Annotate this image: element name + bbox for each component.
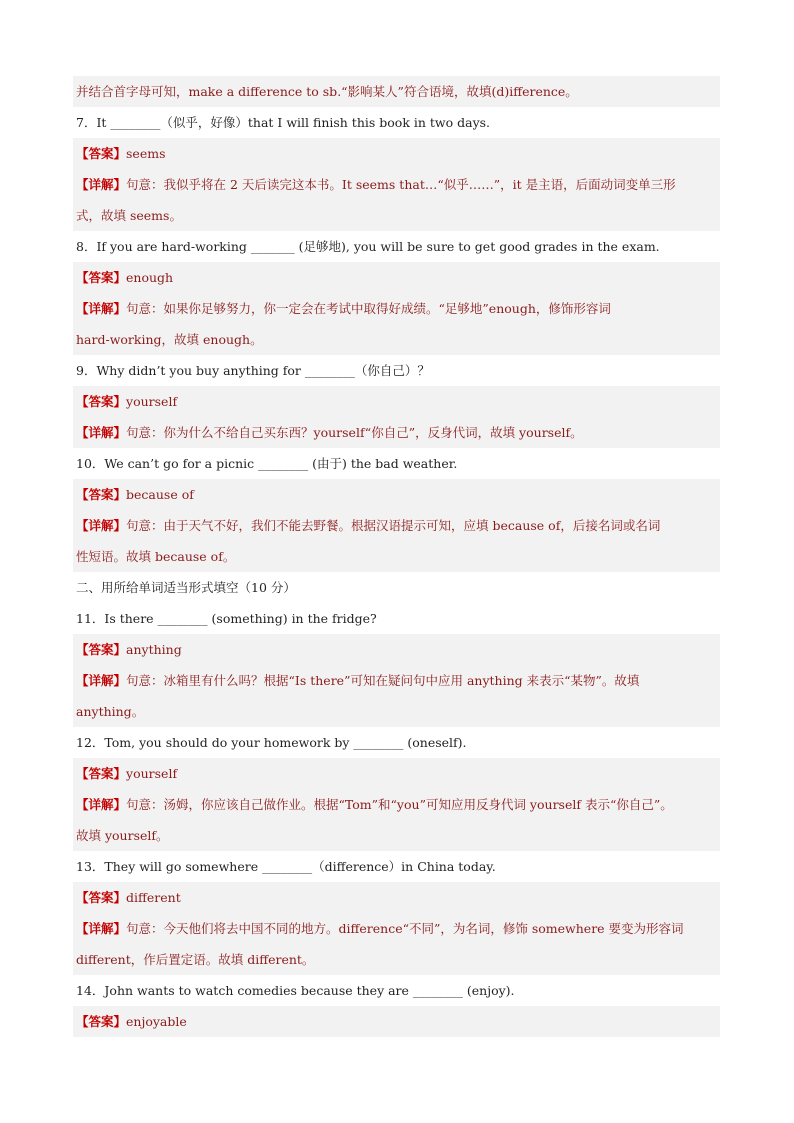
answer-label: 【答案】 xyxy=(76,766,127,781)
answer-line xyxy=(73,665,720,696)
answer-line xyxy=(73,758,720,789)
question-text: 8．If you are hard-working _______ (足够地), you will be sure to get good grades in the exam. xyxy=(76,239,660,254)
exercise-content xyxy=(73,76,720,1037)
explanation-label: 【详解】 xyxy=(76,673,127,688)
question-text: 10．We can’t go for a picnic ________ (由于) the bad weather. xyxy=(76,456,458,471)
answer-text: yourself xyxy=(126,766,178,781)
answer-text: seems xyxy=(126,146,166,161)
answer-text: 句意：你为什么不给自己买东西？yourself“你自己”，反身代词，故填 yourself。 xyxy=(126,425,583,440)
answer-line xyxy=(73,169,720,200)
answer-continuation-line xyxy=(73,944,720,975)
answer-label: 【答案】 xyxy=(76,642,127,657)
answer-line xyxy=(73,479,720,510)
answer-continuation-line xyxy=(73,541,720,572)
answer-text: different，作后置定语。故填 different。 xyxy=(76,952,315,967)
section-heading-text: 二、用所给单词适当形式填空（10 分） xyxy=(76,580,296,595)
answer-text: 句意：我似乎将在 2 天后读完这本书。It seems that…“似乎……”，it 是主语，后面动词变单三形 xyxy=(126,177,676,192)
answer-text: anything。 xyxy=(76,704,145,719)
question-line xyxy=(73,727,720,758)
answer-line xyxy=(73,417,720,448)
answer-line xyxy=(73,386,720,417)
section-heading xyxy=(73,572,720,603)
answer-continuation-line xyxy=(73,200,720,231)
answer-text: 并结合首字母可知，make a difference to sb.“影响某人”符合语境，故填(d)ifference。 xyxy=(76,84,578,99)
answer-text: because of xyxy=(126,487,194,502)
answer-text: yourself xyxy=(126,394,178,409)
answer-label: 【答案】 xyxy=(76,890,127,905)
question-line xyxy=(73,851,720,882)
answer-text: anything xyxy=(126,642,182,657)
question-text: 13．They will go somewhere ________（difference）in China today. xyxy=(76,859,496,874)
answer-text: different xyxy=(126,890,181,905)
question-line xyxy=(73,975,720,1006)
answer-line xyxy=(73,262,720,293)
question-text: 11．Is there ________ (something) in the fridge? xyxy=(76,611,377,626)
answer-line xyxy=(73,138,720,169)
question-text: 12．Tom, you should do your homework by ________ (oneself). xyxy=(76,735,467,750)
explanation-label: 【详解】 xyxy=(76,301,127,316)
answer-text: 句意：汤姆，你应该自己做作业。根据“Tom”和“you”可知应用反身代词 yourself 表示“你自己”。 xyxy=(126,797,673,812)
answer-line xyxy=(73,634,720,665)
answer-text: 句意：冰箱里有什么吗？根据“Is there”可知在疑问句中应用 anything 来表示“某物”。故填 xyxy=(126,673,640,688)
answer-text: 式，故填 seems。 xyxy=(76,208,182,223)
answer-line xyxy=(73,510,720,541)
answer-text: 性短语。故填 because of。 xyxy=(76,549,236,564)
answer-continuation-line xyxy=(73,696,720,727)
answer-line xyxy=(73,293,720,324)
answer-continuation-line xyxy=(73,324,720,355)
answer-label: 【答案】 xyxy=(76,1014,127,1029)
explanation-label: 【详解】 xyxy=(76,518,127,533)
answer-line xyxy=(73,1006,720,1037)
question-text: 14．John wants to watch comedies because they are ________ (enjoy). xyxy=(76,983,515,998)
explanation-label: 【详解】 xyxy=(76,425,127,440)
answer-text: 句意：如果你足够努力，你一定会在考试中取得好成绩。“足够地”enough，修饰形容词 xyxy=(126,301,611,316)
answer-label: 【答案】 xyxy=(76,487,127,502)
answer-label: 【答案】 xyxy=(76,146,127,161)
answer-text: 故填 yourself。 xyxy=(76,828,169,843)
explanation-label: 【详解】 xyxy=(76,797,127,812)
answer-text: enough xyxy=(126,270,174,285)
question-line xyxy=(73,355,720,386)
question-line xyxy=(73,107,720,138)
answer-text: 句意：由于天气不好，我们不能去野餐。根据汉语提示可知，应填 because of，后接名词或名词 xyxy=(126,518,661,533)
answer-line xyxy=(73,789,720,820)
answer-line xyxy=(73,882,720,913)
question-text: 9．Why didn’t you buy anything for ________（你自己）？ xyxy=(76,363,430,378)
answer-text: 句意：今天他们将去中国不同的地方。difference“不同”，为名词，修饰 somewhere 要变为形容词 xyxy=(126,921,684,936)
question-line xyxy=(73,231,720,262)
explanation-label: 【详解】 xyxy=(76,177,127,192)
answer-continuation-line xyxy=(73,820,720,851)
answer-continuation-line xyxy=(73,76,720,107)
question-line xyxy=(73,603,720,634)
question-text: 7．It ________（似乎，好像）that I will finish this book in two days. xyxy=(76,115,491,130)
answer-label: 【答案】 xyxy=(76,394,127,409)
explanation-label: 【详解】 xyxy=(76,921,127,936)
question-line xyxy=(73,448,720,479)
answer-label: 【答案】 xyxy=(76,270,127,285)
answer-line xyxy=(73,913,720,944)
answer-text: enjoyable xyxy=(126,1014,187,1029)
answer-text: hard-working，故填 enough。 xyxy=(76,332,263,347)
